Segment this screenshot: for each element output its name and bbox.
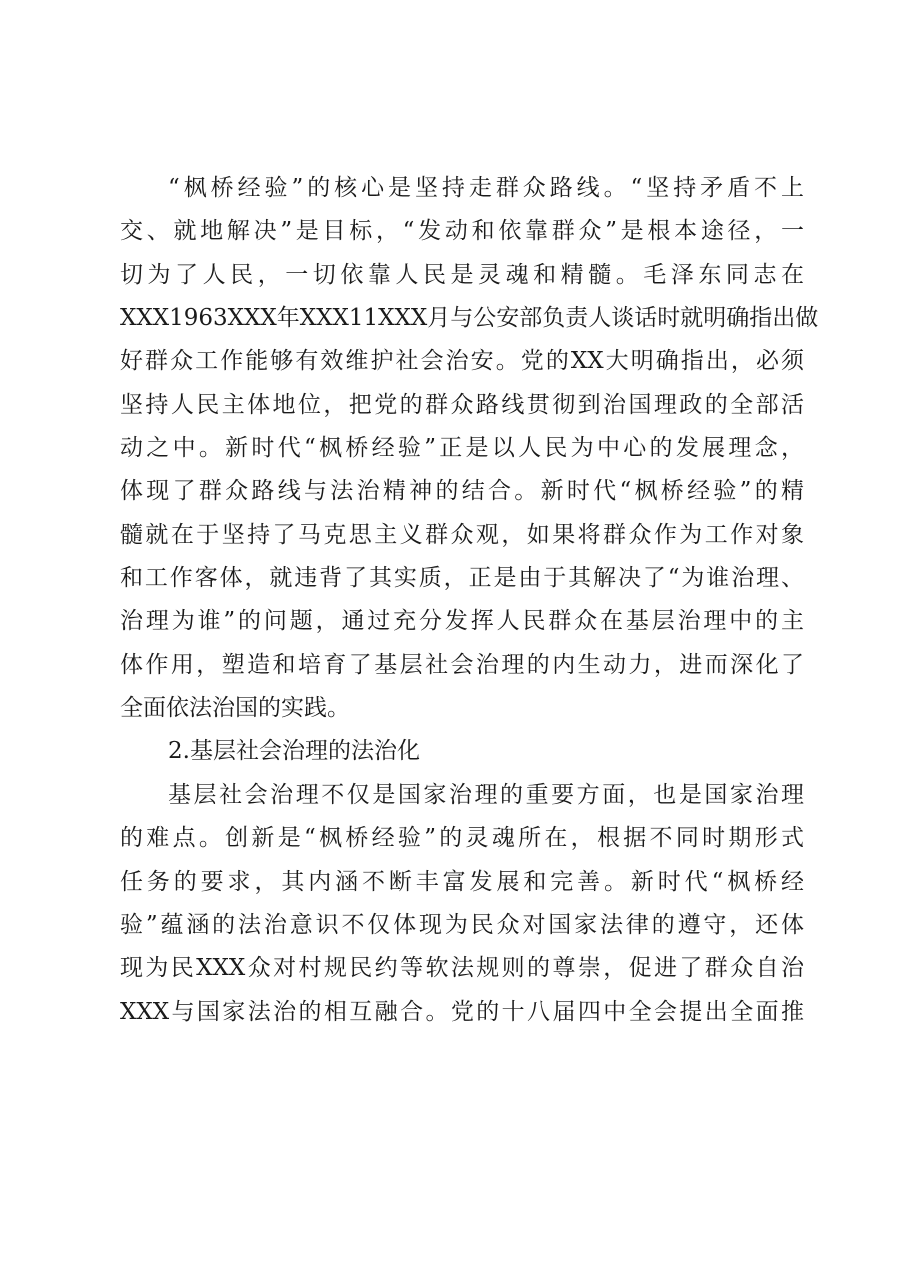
text-line: 治理为谁”的问题，通过充分发挥人民群众在基层治理中的主 bbox=[120, 608, 804, 635]
text-line: 体现了群众路线与法治精神的结合。新时代“枫桥经验”的精 bbox=[120, 478, 804, 505]
text-line: 坚持人民主体地位，把党的群众路线贯彻到治国理政的全部活 bbox=[120, 391, 804, 418]
paragraph-fengqiao-core bbox=[120, 170, 819, 726]
text-line: 全面依法治国的实践。 bbox=[120, 695, 350, 722]
text-line: 基层社会治理不仅是国家治理的重要方面，也是国家治理 bbox=[168, 781, 804, 808]
text-line: 动之中。新时代“枫桥经验”正是以人民为中心的发展理念， bbox=[120, 435, 804, 462]
text-line: 交、就地解决”是目标，“发动和依靠群众”是根本途径，一 bbox=[120, 218, 804, 245]
text-line: 切为了人民，一切依靠人民是灵魂和精髓。毛泽东同志在 bbox=[120, 261, 804, 288]
section-heading: 2.基层社会治理的法治化 bbox=[168, 738, 420, 765]
text-line: “枫桥经验”的核心是坚持走群众路线。“坚持矛盾不上 bbox=[168, 175, 804, 201]
document-body bbox=[120, 170, 819, 1037]
text-line: XXX与国家法治的相互融合。党的十八届四中全会提出全面推 bbox=[120, 998, 804, 1025]
text-line: 好群众工作能够有效维护社会治安。党的XX大明确指出，必须 bbox=[120, 348, 804, 375]
text-line: 体作用，塑造和培育了基层社会治理的内生动力，进而深化了 bbox=[120, 651, 804, 678]
text-line: 任务的要求，其内涵不断丰富发展和完善。新时代“枫桥经 bbox=[120, 868, 804, 895]
paragraph-grassroots-governance bbox=[120, 777, 804, 1030]
text-line: 验”蕴涵的法治意识不仅体现为民众对国家法律的遵守，还体 bbox=[120, 911, 804, 938]
text-line: 和工作客体，就违背了其实质，正是由于其解决了“为谁治理、 bbox=[120, 565, 804, 592]
text-line: 髓就在于坚持了马克思主义群众观，如果将群众作为工作对象 bbox=[120, 521, 804, 548]
text-line: XXX1963XXX年XXX11XXX月与公安部负责人谈话时就明确指出做 bbox=[120, 305, 819, 332]
text-line: 的难点。创新是“枫桥经验”的灵魂所在，根据不同时期形式 bbox=[120, 825, 804, 852]
text-line: 现为民XXX众对村规民约等软法规则的尊崇，促进了群众自治 bbox=[120, 955, 804, 982]
